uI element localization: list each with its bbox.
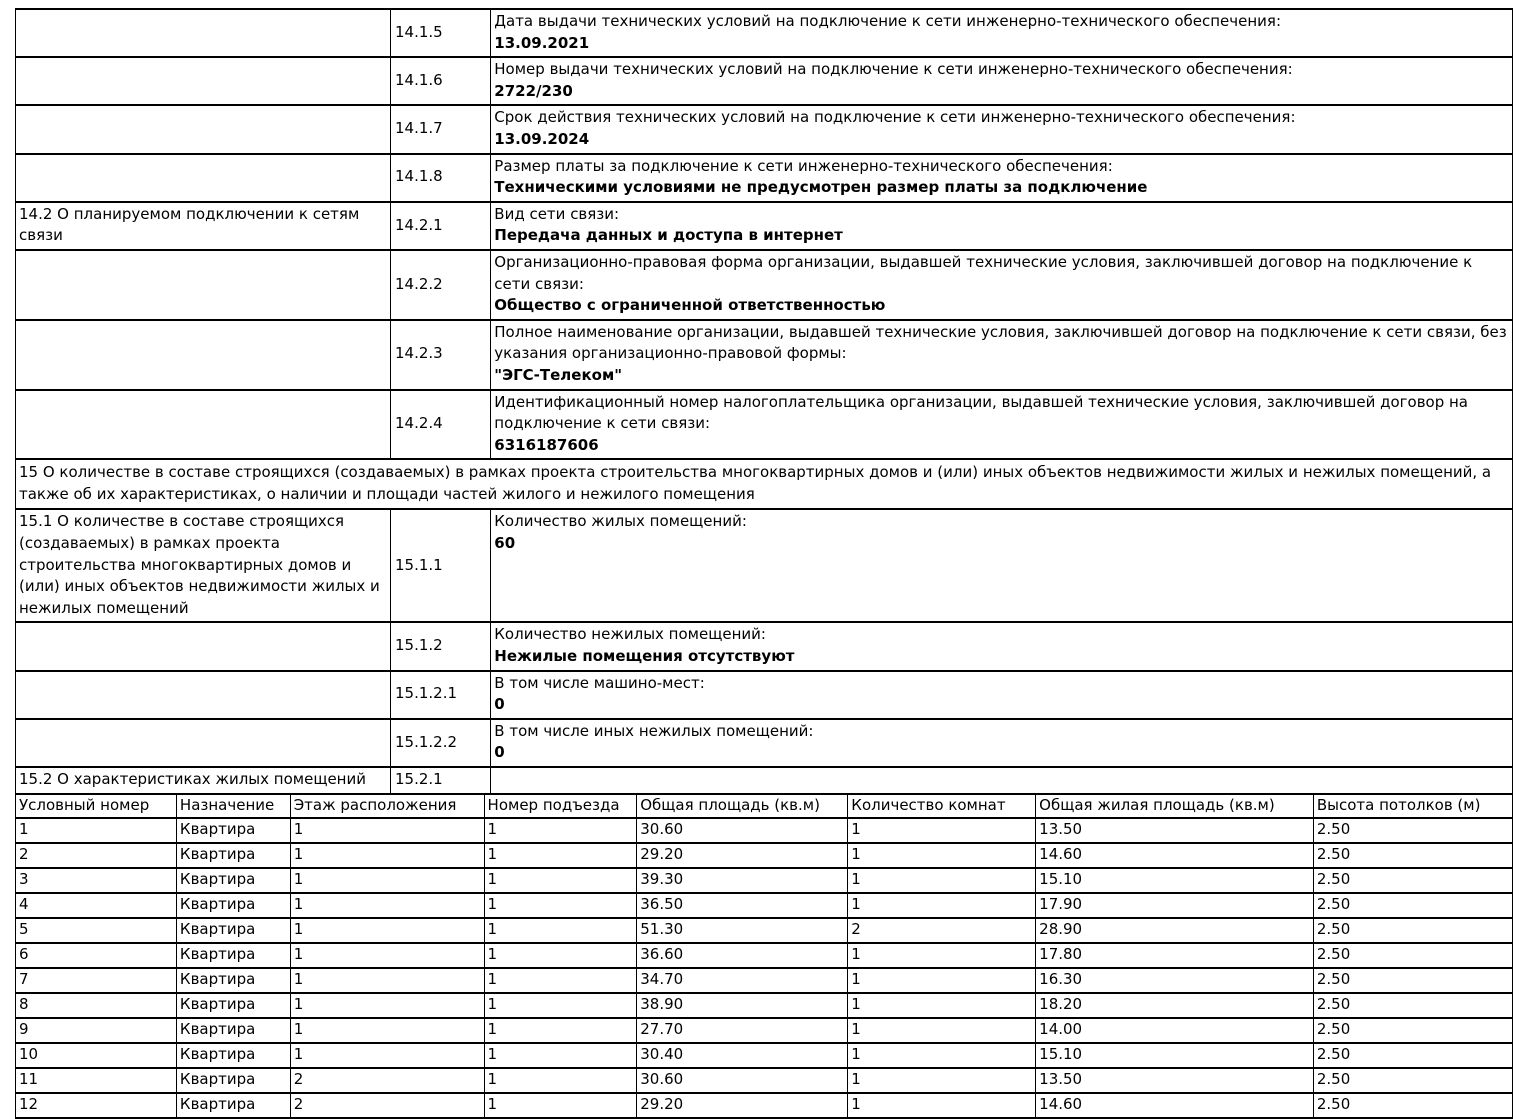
table-row	[16, 9, 1513, 57]
code-cell: 14.1.5	[390, 9, 490, 57]
unit-row	[16, 1018, 1513, 1043]
unit-cell: 2.50	[1313, 1068, 1512, 1093]
unit-cell: 2.50	[1313, 943, 1512, 968]
unit-cell: 12	[16, 1093, 177, 1118]
unit-row	[16, 918, 1513, 943]
unit-cell: 34.70	[637, 968, 848, 993]
unit-cell: 1	[848, 1068, 1036, 1093]
unit-cell: 30.60	[637, 1068, 848, 1093]
code-cell: 14.1.7	[390, 105, 490, 153]
unit-cell: Квартира	[176, 918, 290, 943]
unit-cell: 13.50	[1036, 818, 1314, 843]
unit-cell: 15.10	[1036, 1043, 1314, 1068]
field-label: В том числе иных нежилых помещений:	[494, 721, 814, 740]
section-cell	[16, 719, 391, 767]
table-row	[16, 767, 1513, 794]
unit-cell: 5	[16, 918, 177, 943]
section-cell	[16, 154, 391, 202]
table-row	[16, 154, 1513, 202]
unit-cell: 2.50	[1313, 1018, 1512, 1043]
apartments-table	[15, 793, 1513, 1119]
column-header: Общая жилая площадь (кв.м)	[1036, 794, 1314, 819]
unit-row	[16, 818, 1513, 843]
section-15-rows	[16, 509, 1513, 793]
unit-cell: 1	[290, 843, 484, 868]
unit-cell: 1	[848, 893, 1036, 918]
unit-row	[16, 968, 1513, 993]
content-cell	[491, 320, 1513, 390]
unit-cell: 38.90	[637, 993, 848, 1018]
field-value: 6316187606	[494, 435, 599, 454]
code-cell: 15.1.1	[390, 509, 490, 622]
unit-cell: 2	[290, 1068, 484, 1093]
table-row	[16, 202, 1513, 250]
unit-cell: 2	[290, 1093, 484, 1118]
code-cell: 14.2.3	[390, 320, 490, 390]
unit-row	[16, 943, 1513, 968]
unit-cell: 30.40	[637, 1043, 848, 1068]
unit-cell: Квартира	[176, 818, 290, 843]
unit-cell: 1	[484, 918, 637, 943]
apartments-rows	[16, 818, 1513, 1118]
unit-cell: 2.50	[1313, 918, 1512, 943]
section-cell	[16, 57, 391, 105]
unit-row	[16, 1043, 1513, 1068]
column-header: Назначение	[176, 794, 290, 819]
unit-cell: 1	[290, 1043, 484, 1068]
unit-cell: 1	[848, 943, 1036, 968]
content-cell	[491, 719, 1513, 767]
unit-cell: 1	[484, 1043, 637, 1068]
unit-cell: 2.50	[1313, 993, 1512, 1018]
table-row	[16, 622, 1513, 670]
unit-cell: 1	[484, 993, 637, 1018]
table-row	[16, 57, 1513, 105]
field-label: Вид сети связи:	[494, 204, 620, 223]
field-label: Идентификационный номер налогоплательщика организации, выдавшей технические условия, заключившей договор на подключение к сети связи:	[494, 392, 1468, 433]
unit-cell: 30.60	[637, 818, 848, 843]
content-cell	[491, 622, 1513, 670]
code-cell: 14.1.6	[390, 57, 490, 105]
unit-cell: 29.20	[637, 843, 848, 868]
content-cell	[491, 202, 1513, 250]
field-value: 60	[494, 534, 516, 553]
code-cell: 14.2.1	[390, 202, 490, 250]
field-label: Дата выдачи технических условий на подключение к сети инженерно-технического обеспечения:	[494, 12, 1282, 30]
unit-cell: 1	[848, 1018, 1036, 1043]
unit-cell: 1	[290, 818, 484, 843]
content-cell	[491, 509, 1513, 622]
unit-row	[16, 1093, 1513, 1118]
unit-cell: 2.50	[1313, 868, 1512, 893]
field-value: Нежилые помещения отсутствуют	[494, 647, 795, 666]
section-cell	[16, 105, 391, 153]
content-cell	[491, 57, 1513, 105]
unit-cell: Квартира	[176, 1018, 290, 1043]
field-value: Передача данных и доступа в интернет	[494, 226, 843, 245]
unit-cell: 10	[16, 1043, 177, 1068]
unit-row	[16, 868, 1513, 893]
unit-cell: Квартира	[176, 1068, 290, 1093]
unit-cell: 1	[484, 968, 637, 993]
column-header: Этаж расположения	[290, 794, 484, 819]
table-row	[16, 320, 1513, 390]
section-cell	[16, 9, 391, 57]
unit-cell: 1	[484, 818, 637, 843]
unit-cell: 2	[16, 843, 177, 868]
field-value: Техническими условиями не предусмотрен размер платы за подключение	[494, 178, 1148, 197]
unit-cell: 27.70	[637, 1018, 848, 1043]
section-cell: 15.2 О характеристиках жилых помещений	[16, 767, 391, 794]
unit-cell: 14.00	[1036, 1018, 1314, 1043]
table-row	[16, 250, 1513, 320]
unit-cell: 8	[16, 993, 177, 1018]
unit-cell: Квартира	[176, 893, 290, 918]
field-value: 13.09.2021	[494, 33, 590, 52]
table-row	[16, 509, 1513, 622]
unit-cell: 14.60	[1036, 843, 1314, 868]
unit-cell: 1	[290, 868, 484, 893]
unit-row	[16, 1068, 1513, 1093]
unit-cell: 3	[16, 868, 177, 893]
field-label: Полное наименование организации, выдавшей технические условия, заключившей договор на подключение к сети связи, без указания организационно-правовой формы:	[494, 322, 1507, 363]
unit-row	[16, 893, 1513, 918]
unit-cell: 2.50	[1313, 1093, 1512, 1118]
unit-cell: Квартира	[176, 943, 290, 968]
unit-cell: 1	[848, 843, 1036, 868]
unit-cell: 1	[290, 918, 484, 943]
unit-cell: 2.50	[1313, 968, 1512, 993]
field-value: 0	[494, 743, 505, 762]
unit-cell: 1	[848, 993, 1036, 1018]
code-cell: 14.1.8	[390, 154, 490, 202]
unit-cell: 7	[16, 968, 177, 993]
unit-cell: 2.50	[1313, 893, 1512, 918]
unit-cell: 1	[848, 968, 1036, 993]
unit-cell: 11	[16, 1068, 177, 1093]
field-value: Общество с ограниченной ответственностью	[494, 296, 886, 315]
unit-cell: 1	[484, 868, 637, 893]
field-value: 0	[494, 695, 505, 714]
unit-cell: 36.60	[637, 943, 848, 968]
column-header: Количество комнат	[848, 794, 1036, 819]
unit-cell: 1	[484, 843, 637, 868]
content-cell	[491, 671, 1513, 719]
unit-cell: 2	[848, 918, 1036, 943]
column-header: Высота потолков (м)	[1313, 794, 1512, 819]
table-row	[16, 390, 1513, 460]
unit-cell: 4	[16, 893, 177, 918]
unit-cell: 1	[290, 1018, 484, 1043]
unit-cell: 1	[484, 943, 637, 968]
unit-cell: Квартира	[176, 868, 290, 893]
section-cell	[16, 671, 391, 719]
unit-cell: 1	[848, 1093, 1036, 1118]
section-cell: 14.2 О планируемом подключении к сетям связи	[16, 202, 391, 250]
section-14-rows	[16, 9, 1513, 459]
unit-cell: Квартира	[176, 968, 290, 993]
unit-cell: 1	[848, 818, 1036, 843]
section-15-title: 15 О количестве в составе строящихся (создаваемых) в рамках проекта строительства многоквартирных домов и (или) иных объектов недвижимости жилых и нежилых помещений, а также об их характеристиках, о наличии и площади частей жилого и нежилого помещения	[16, 459, 1513, 509]
unit-cell: 1	[290, 968, 484, 993]
column-header: Общая площадь (кв.м)	[637, 794, 848, 819]
code-cell: 15.1.2	[390, 622, 490, 670]
unit-cell: 39.30	[637, 868, 848, 893]
unit-cell: 15.10	[1036, 868, 1314, 893]
unit-cell: 17.90	[1036, 893, 1314, 918]
content-cell	[491, 9, 1513, 57]
unit-cell: 1	[484, 1068, 637, 1093]
unit-cell: 36.50	[637, 893, 848, 918]
unit-cell: 2.50	[1313, 843, 1512, 868]
unit-row	[16, 843, 1513, 868]
content-cell	[491, 767, 1513, 794]
unit-cell: Квартира	[176, 993, 290, 1018]
unit-cell: Квартира	[176, 843, 290, 868]
unit-cell: 1	[484, 893, 637, 918]
table-row	[16, 105, 1513, 153]
unit-cell: 28.90	[1036, 918, 1314, 943]
section-cell: 15.1 О количестве в составе строящихся (создаваемых) в рамках проекта строительства многоквартирных домов и (или) иных объектов недвижимости жилых и нежилых помещений	[16, 509, 391, 622]
content-cell	[491, 390, 1513, 460]
table-row	[16, 719, 1513, 767]
section-cell	[16, 622, 391, 670]
apartments-header-row	[16, 794, 1513, 819]
field-label: Количество жилых помещений:	[494, 512, 747, 531]
unit-cell: 16.30	[1036, 968, 1314, 993]
code-cell: 14.2.2	[390, 250, 490, 320]
declaration-table	[15, 8, 1513, 795]
unit-cell: 18.20	[1036, 993, 1314, 1018]
unit-cell: 6	[16, 943, 177, 968]
unit-cell: 29.20	[637, 1093, 848, 1118]
table-row	[16, 671, 1513, 719]
content-cell	[491, 154, 1513, 202]
unit-cell: 1	[848, 868, 1036, 893]
column-header: Номер подъезда	[484, 794, 637, 819]
field-value: 13.09.2024	[494, 129, 590, 148]
field-value: 2722/230	[494, 81, 573, 100]
content-cell	[491, 105, 1513, 153]
section-15-header-group	[16, 459, 1513, 509]
column-header: Условный номер	[16, 794, 177, 819]
unit-cell: 1	[848, 1043, 1036, 1068]
unit-cell: 1	[290, 993, 484, 1018]
field-value: "ЭГС-Телеком"	[494, 365, 623, 384]
unit-cell: 1	[290, 893, 484, 918]
section-cell	[16, 250, 391, 320]
content-cell	[491, 250, 1513, 320]
field-label: Размер платы за подключение к сети инженерно-технического обеспечения:	[494, 156, 1113, 175]
unit-cell: 2.50	[1313, 818, 1512, 843]
unit-cell: 1	[484, 1018, 637, 1043]
code-cell: 15.2.1	[390, 767, 490, 794]
field-label: Количество нежилых помещений:	[494, 625, 766, 644]
section-15-header-row	[16, 459, 1513, 509]
code-cell: 15.1.2.2	[390, 719, 490, 767]
unit-row	[16, 993, 1513, 1018]
code-cell: 15.1.2.1	[390, 671, 490, 719]
unit-cell: 1	[16, 818, 177, 843]
unit-cell: 13.50	[1036, 1068, 1314, 1093]
unit-cell: Квартира	[176, 1093, 290, 1118]
section-cell	[16, 320, 391, 390]
unit-cell: Квартира	[176, 1043, 290, 1068]
unit-cell: 14.60	[1036, 1093, 1314, 1118]
unit-cell: 2.50	[1313, 1043, 1512, 1068]
unit-cell: 1	[484, 1093, 637, 1118]
field-label: Срок действия технических условий на подключение к сети инженерно-технического обеспечения:	[494, 108, 1296, 127]
field-label: В том числе машино-мест:	[494, 673, 705, 692]
unit-cell: 17.80	[1036, 943, 1314, 968]
field-label: Номер выдачи технических условий на подключение к сети инженерно-технического обеспечения:	[494, 60, 1293, 79]
code-cell: 14.2.4	[390, 390, 490, 460]
unit-cell: 9	[16, 1018, 177, 1043]
section-cell	[16, 390, 391, 460]
field-label: Организационно-правовая форма организации, выдавшей технические условия, заключившей договор на подключение к сети связи:	[494, 252, 1473, 293]
unit-cell: 1	[290, 943, 484, 968]
unit-cell: 51.30	[637, 918, 848, 943]
